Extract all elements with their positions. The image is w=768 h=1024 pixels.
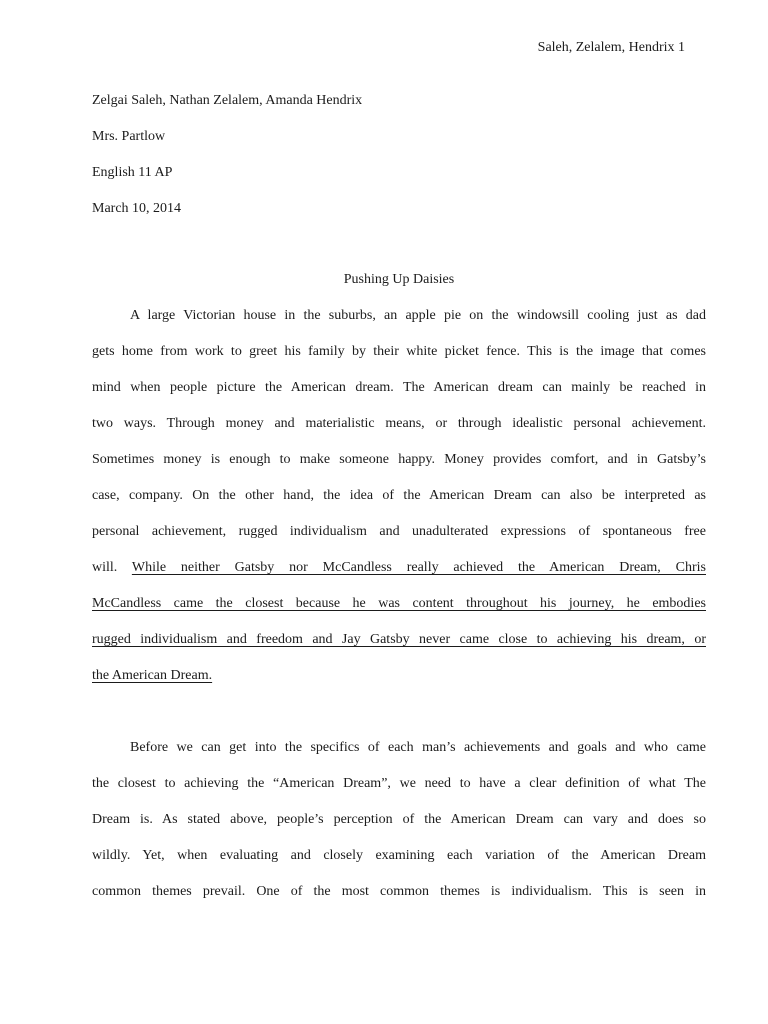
- paragraph-line: gets home from work to greet his family by their white picket fence. This is the image that comes: [92, 344, 706, 359]
- student-names-line: Zelgai Saleh, Nathan Zelalem, Amanda Hendrix: [92, 93, 363, 108]
- paragraph-2: [92, 730, 706, 910]
- paragraph-line: mind when people picture the American dream. The American dream can mainly be reached in: [92, 380, 706, 395]
- essay-title-block: [92, 262, 706, 298]
- paragraph-1: [92, 298, 706, 694]
- running-header: [92, 40, 685, 56]
- mla-heading-block: [92, 83, 706, 227]
- paragraph-line: Before we can get into the specifics of each man’s achievements and goals and who came: [130, 740, 706, 755]
- running-header-text: Saleh, Zelalem, Hendrix 1: [537, 40, 685, 55]
- paragraph-line: personal achievement, rugged individualism and unadulterated expressions of spontaneous free: [92, 524, 706, 539]
- paragraph-line: the closest to achieving the “American Dream”, we need to have a clear definition of what The: [92, 776, 706, 791]
- date-line: March 10, 2014: [92, 201, 182, 216]
- paragraph-line-thesis-start: [92, 550, 706, 586]
- paragraph-line-thesis: [92, 586, 706, 622]
- paragraph-line-thesis: [92, 622, 706, 658]
- thesis-underlined-text: rugged individualism and freedom and Jay Gatsby never came close to achieving his dream, or: [92, 632, 706, 647]
- essay-title: Pushing Up Daisies: [343, 272, 455, 287]
- paragraph-line-thesis-end: [92, 658, 706, 694]
- course-line: English 11 AP: [92, 165, 173, 180]
- paragraph-line: Dream is. As stated above, people’s perception of the American Dream can vary and does so: [92, 812, 706, 827]
- paragraph-line: A large Victorian house in the suburbs, an apple pie on the windowsill cooling just as dad: [130, 308, 706, 323]
- teacher-line: Mrs. Partlow: [92, 129, 166, 144]
- paragraph-line: Sometimes money is enough to make someone happy. Money provides comfort, and in Gatsby’s: [92, 452, 706, 467]
- thesis-underlined-text: While neither Gatsby nor McCandless really achieved the American Dream, Chris: [131, 560, 706, 575]
- thesis-lead-text: will.: [92, 560, 132, 575]
- paragraph-line: common themes prevail. One of the most common themes is individualism. This is seen in: [92, 884, 706, 899]
- paragraph-line: two ways. Through money and materialistic means, or through idealistic personal achievement.: [92, 416, 706, 431]
- thesis-underlined-text: the American Dream.: [92, 668, 213, 683]
- paragraph-line: wildly. Yet, when evaluating and closely examining each variation of the American Dream: [92, 848, 706, 863]
- paragraph-line: case, company. On the other hand, the idea of the American Dream can also be interpreted as: [92, 488, 706, 503]
- thesis-underlined-text: McCandless came the closest because he was content throughout his journey, he embodies: [92, 596, 706, 611]
